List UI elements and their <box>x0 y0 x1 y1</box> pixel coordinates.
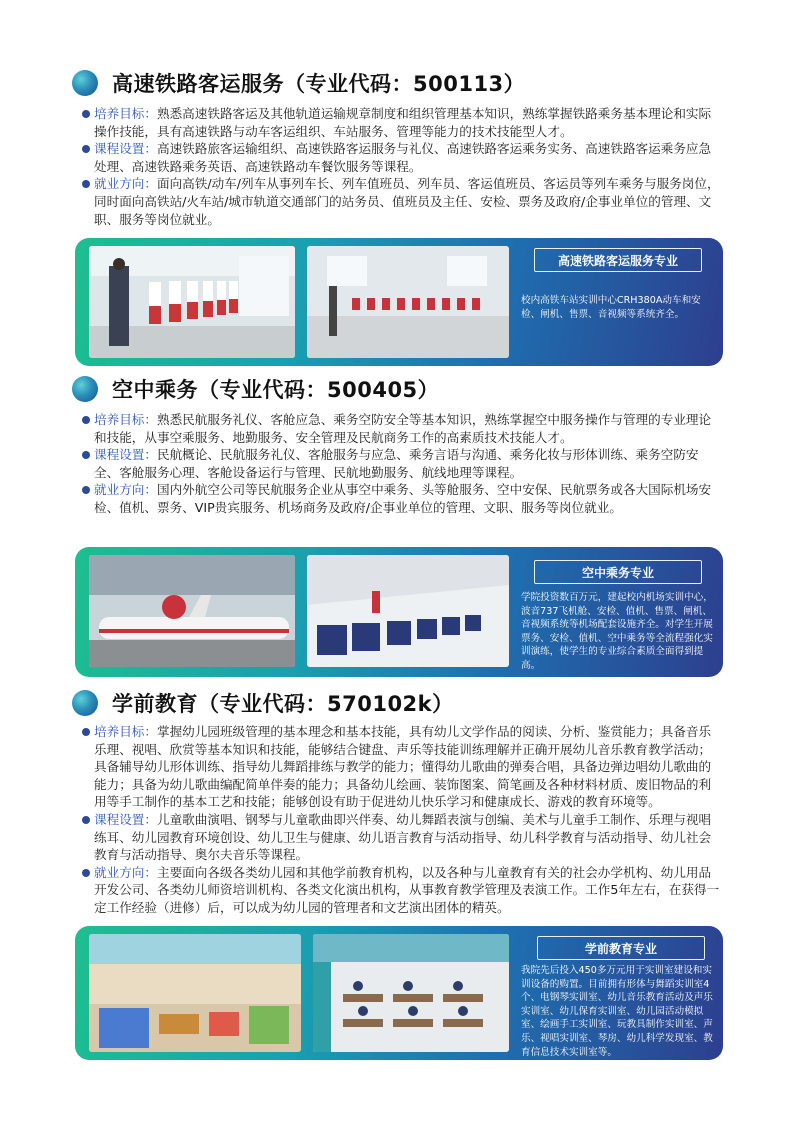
bullet-icon <box>82 728 90 736</box>
circle-bullet-icon <box>72 376 98 402</box>
item-label: 就业方向： <box>94 482 157 498</box>
panel-tag: 高速铁路客运服务专业 <box>534 248 702 272</box>
item-text: 掌握幼儿园班级管理的基本理念和基本技能，具有幼儿文学作品的阅读、分析、鉴赏能力；具备音乐乐理、视唱、欣赏等基本知识和技能，能够结合键盘、声乐等技能训练理解并正确开展幼儿音乐教育教学活动；具备辅导幼儿形体训练、指导幼儿舞蹈排练与教学的能力；懂得幼儿歌曲的弹奏合唱，具备边弹边唱幼儿歌曲的能力；具备为幼儿歌曲编配简单伴奏的能力；具备幼儿绘画、装饰图案、简笔画及各种材料材质、废旧物品的利用等手工制作的基本工艺和技能；能够创设有助于促进幼儿快乐学习和健康成长、游戏的教育环境等。 <box>94 724 712 810</box>
list-item <box>82 864 722 917</box>
section-title <box>72 68 525 98</box>
list-item <box>82 175 722 228</box>
section-title-text: 空中乘务（专业代码：500405） <box>112 378 440 402</box>
bullet-icon <box>82 486 90 494</box>
section-title <box>72 374 439 404</box>
item-text: 高速铁路旅客运输组织、高速铁路客运服务与礼仪、高速铁路客运乘务实务、高速铁路客运乘务应急处理、高速铁路乘务英语、高速铁路动车餐饮服务等课程。 <box>94 141 712 174</box>
item-text: 面向高铁/动车/列车从事列车长、列车值班员、列车员、客运值班员、客运员等列车乘务与服务岗位，同时面向高铁站/火车站/城市轨道交通部门的站务员、值班员及主任、安检、票务及政府/企事业单位的管理、文职、服务等岗位就业。 <box>94 176 720 227</box>
feature-banner <box>75 238 723 366</box>
bullet-icon <box>82 180 90 188</box>
panel-tag: 学前教育专业 <box>537 936 705 960</box>
list-item <box>82 723 722 811</box>
photo-aircraft-hangar <box>89 555 295 667</box>
circle-bullet-icon <box>72 690 98 716</box>
section-title-text: 高速铁路客运服务（专业代码：500113） <box>112 72 526 96</box>
item-label: 课程设置： <box>94 811 157 827</box>
list-item <box>82 411 722 446</box>
photo-railway-training <box>307 246 509 358</box>
section-title <box>72 688 454 718</box>
item-text: 熟悉民航服务礼仪、客舱应急、乘务空防安全等基本知识，熟练掌握空中服务操作与管理的专业理论和技能，从事空乘服务、地勤服务、安全管理及民航商务工作的高素质技术技能人才。 <box>94 412 712 445</box>
section-items <box>82 723 722 917</box>
bullet-icon <box>82 416 90 424</box>
panel-tag: 空中乘务专业 <box>534 560 702 584</box>
bullet-icon <box>82 451 90 459</box>
item-label: 培养目标： <box>94 412 157 427</box>
list-item <box>82 446 722 481</box>
section-items <box>82 105 722 228</box>
panel-text: 学院投资数百万元，建起校内机场实训中心，波音737飞机舱、安检、值机、售票、闸机、音视频系统等机场配套设施齐全。对学生开展票务、安检、值机、空中乘务等全流程强化实训演练，使学生的专业综合素质全面得到提高。 <box>521 592 713 671</box>
item-text: 熟悉高速铁路客运及其他轨道运输规章制度和组织管理基本知识，熟练掌握铁路乘务基本理论和实际操作技能，具有高速铁路与动车客运组织、车站服务、管理等能力的技术技能型人才。 <box>94 106 712 139</box>
item-label: 培养目标： <box>94 106 157 121</box>
section-items <box>82 411 722 517</box>
item-text: 民航概论、民航服务礼仪、客舱服务与应急、乘务言语与沟通、乘务化妆与形体训练、乘务空防安全、客舱服务心理、客舱设备运行与管理、民航地勤服务、航线地理等课程。 <box>94 447 699 480</box>
panel-text: 校内高铁车站实训中心CRH380A动车和安检、闸机、售票、音视频等系统齐全。 <box>521 295 701 320</box>
feature-banner <box>75 547 723 677</box>
bullet-icon <box>82 869 90 877</box>
bullet-icon <box>82 816 90 824</box>
item-text: 主要面向各级各类幼儿园和其他学前教育机构，以及各种与儿童教育有关的社会办学机构、幼儿用品开发公司、各类幼儿师资培训机构、各类文化演出机构，从事教育教学管理及表演工作。工作5年左右，在获得一定工作经验（进修）后，可以成为幼儿园的管理者和文艺演出团体的精英。 <box>94 864 720 915</box>
circle-bullet-icon <box>72 70 98 96</box>
feature-banner <box>75 926 723 1060</box>
bullet-icon <box>82 145 90 153</box>
photo-railway-staff <box>89 246 295 358</box>
photo-classroom-students <box>313 934 509 1052</box>
panel-text: 我院先后投入450多万元用于实训室建设和实训设备的购置。目前拥有形体与舞蹈实训室4个、电钢琴实训室、幼儿音乐教育活动及声乐实训室、幼儿保育实训室、幼儿园活动模拟室、绘画手工实训室、玩教具制作实训室、声乐、视唱实训室、琴房、幼儿科学发现室、教育信息技术实训室等。 <box>521 965 713 1058</box>
item-label: 课程设置： <box>94 141 157 157</box>
list-item <box>82 481 722 516</box>
photo-classroom-toys <box>89 934 301 1052</box>
item-label: 就业方向： <box>94 864 157 880</box>
bullet-icon <box>82 110 90 118</box>
list-item <box>82 105 722 140</box>
list-item <box>82 811 722 864</box>
item-text: 儿童歌曲演唱、钢琴与儿童歌曲即兴伴奏、幼儿舞蹈表演与创编、美术与儿童手工制作、乐理与视唱练耳、幼儿园教育环境创设、幼儿卫生与健康、幼儿语言教育与活动指导、幼儿科学教育与活动指导、幼儿社会教育与活动指导、奥尔夫音乐等课程。 <box>94 811 712 863</box>
section-title-text: 学前教育（专业代码：570102k） <box>112 692 454 716</box>
item-label: 就业方向： <box>94 176 157 192</box>
item-text: 国内外航空公司等民航服务企业从事空中乘务、头等舱服务、空中安保、民航票务或各大国际机场安检、值机、票务、VIP贵宾服务、机场商务及政府/企事业单位的管理、文职、服务等岗位就业。 <box>94 482 712 515</box>
item-label: 课程设置： <box>94 447 157 463</box>
item-label: 培养目标： <box>94 724 157 739</box>
list-item <box>82 140 722 175</box>
photo-cabin-interior <box>307 555 509 667</box>
